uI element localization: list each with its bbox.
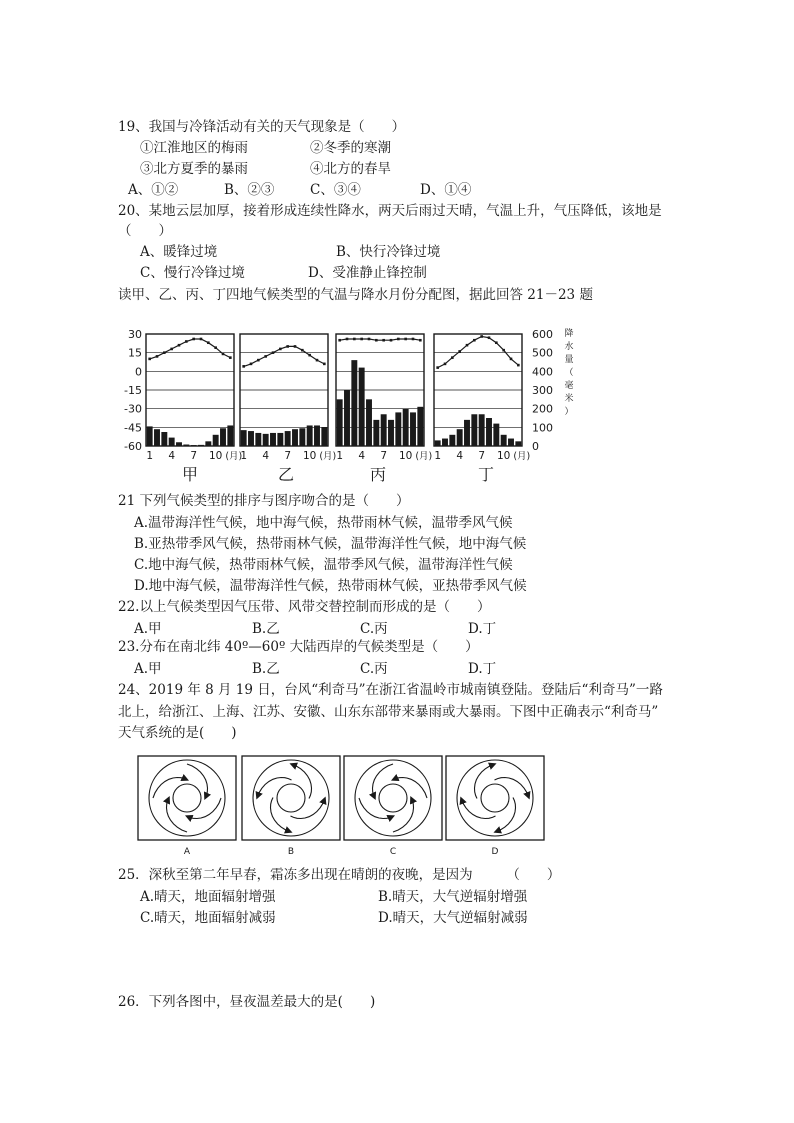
temperature-point [207, 341, 210, 344]
precipitation-axis-title-char: 水 [564, 342, 574, 352]
q22-stem: 22.以上气候类型因气压带、风带交替控制而形成的是（ ） [118, 599, 491, 615]
month-tick-label: 1 [240, 450, 248, 462]
precipitation-bar [501, 435, 507, 446]
q21-option-b: B.亚热带季风气候，热带雨林气候，温带海洋性气候，地中海气候 [134, 536, 527, 552]
precipitation-bar [410, 412, 416, 446]
precipitation-bar [292, 429, 298, 446]
precipitation-bar [307, 425, 313, 446]
temperature-point [294, 345, 297, 348]
climate-chart-svg [112, 322, 582, 484]
q22-answer-a: A.甲 [134, 621, 162, 637]
climate-chart-figure [112, 322, 582, 484]
precipitation-bar [169, 438, 175, 446]
q23-answer-d: D.丁 [468, 661, 497, 677]
precipitation-bar [277, 433, 283, 446]
temperature-point [353, 338, 356, 341]
precipitation-bar [176, 442, 182, 446]
q20-option-b: B、快行冷锋过境 [336, 244, 441, 260]
typhoon-diagram [138, 756, 236, 857]
temperature-tick-label: -30 [124, 402, 142, 416]
temperature-point [185, 340, 188, 343]
typhoon-diagram-label: D [491, 847, 499, 857]
precipitation-axis-title-char: 毫 [564, 381, 574, 391]
temperature-tick-label: -45 [124, 421, 142, 435]
month-unit-label: (月) [225, 451, 243, 462]
precipitation-bar [388, 420, 394, 446]
precipitation-bar [314, 425, 320, 446]
month-unit-label: (月) [513, 451, 531, 462]
temperature-point [502, 349, 505, 352]
precipitation-tick-label: 0 [532, 440, 539, 453]
typhoon-diagram-frame [344, 756, 442, 840]
temperature-point [286, 345, 289, 348]
month-tick-label: 7 [284, 450, 292, 462]
q19-option-2: ②冬季的寒潮 [310, 140, 391, 156]
precipitation-bar [359, 368, 365, 446]
typhoon-diagram [446, 756, 544, 857]
month-tick-label: 10 [208, 450, 223, 462]
temperature-point [170, 348, 173, 351]
precipitation-tick-label: 400 [532, 365, 553, 379]
precipitation-axis-title-char: （ [564, 368, 574, 378]
climate-panel [336, 334, 424, 446]
temperature-point [444, 363, 447, 366]
month-tick-label: 10 [398, 450, 413, 462]
q19-answer-b: B、②③ [224, 182, 275, 198]
q23-answer-b: B.乙 [252, 661, 280, 677]
typhoon-diagram-label: C [389, 847, 397, 857]
temperature-point [397, 338, 400, 341]
q25-option-b: B.晴天，大气逆辐射增强 [378, 889, 528, 905]
temperature-point [375, 339, 378, 342]
temperature-point [229, 356, 232, 359]
precipitation-bar [449, 435, 455, 446]
typhoon-diagrams-svg [136, 754, 550, 858]
precipitation-bar [191, 445, 197, 446]
temperature-point [323, 363, 326, 366]
temperature-point [279, 348, 282, 351]
precipitation-bar [270, 433, 276, 446]
temperature-point [510, 358, 513, 361]
temperature-point [382, 339, 385, 342]
q21-option-d: D.地中海气候，温带海洋性气候，热带雨林气候，亚热带季风气候 [134, 578, 527, 594]
q19-answer-a: A、①② [128, 182, 179, 198]
temperature-point [346, 338, 349, 341]
temperature-point [178, 344, 181, 347]
temperature-point [412, 338, 415, 341]
q22-answer-d: D.丁 [468, 621, 497, 637]
q26-stem: 26．下列各图中，昼夜温差最大的是( ) [118, 994, 376, 1010]
q20-stem: 20、某地云层加厚，接着形成连续性降水，两天后雨过天晴，气温上升，气压降低，该地是 [118, 203, 662, 219]
temperature-point [192, 338, 195, 341]
precipitation-bar [435, 440, 441, 446]
precipitation-bar [299, 428, 305, 446]
temperature-point [404, 338, 407, 341]
q20-option-d: D、受准静止锋控制 [308, 265, 427, 281]
q21-option-a: A.温带海洋性气候，地中海气候，热带雨林气候，温带季风气候 [134, 515, 513, 531]
precipitation-bar [198, 445, 204, 446]
precipitation-bar [395, 412, 401, 446]
precipitation-bar [255, 433, 261, 446]
q19-option-3: ③北方夏季的暴雨 [140, 161, 248, 177]
temperature-point [250, 363, 253, 366]
precipitation-bar [366, 399, 372, 446]
q20-stem-cont: （ ） [118, 223, 172, 239]
temperature-point [264, 355, 267, 358]
month-tick-label: 1 [434, 450, 442, 462]
precipitation-bar [417, 407, 423, 446]
temperature-point [458, 350, 461, 353]
precipitation-bar [213, 435, 219, 446]
temperature-point [308, 354, 311, 357]
month-tick-label: 10 [302, 450, 317, 462]
temperature-point [301, 349, 304, 352]
q25-option-c: C.晴天，地面辐射减弱 [140, 910, 276, 926]
q19-answer-d: D、①④ [420, 182, 472, 198]
q25-option-a: A.晴天，地面辐射增强 [140, 889, 276, 905]
precipitation-bar [263, 434, 269, 446]
temperature-point [272, 351, 275, 354]
month-tick-label: 4 [456, 450, 464, 462]
temperature-point [360, 338, 363, 341]
temperature-point [257, 359, 260, 362]
typhoon-diagram [344, 756, 442, 857]
precipitation-bar [373, 420, 379, 446]
temperature-point [473, 339, 476, 342]
temperature-point [316, 359, 319, 362]
q22-answer-c: C.丙 [360, 621, 388, 637]
temperature-point [419, 339, 422, 342]
temperature-tick-label: 15 [128, 346, 142, 360]
precipitation-bar [457, 429, 463, 446]
q25-option-d: D.晴天，大气逆辐射减弱 [378, 910, 528, 926]
typhoon-diagram-label: B [287, 847, 295, 857]
precipitation-bar [508, 439, 514, 446]
q24-line-1: 24、2019 年 8 月 19 日，台风“利奇马”在浙江省温岭市城南镇登陆。登陆后“利奇马”一路 [118, 682, 663, 698]
q24-line-3: 天气系统的是( ) [118, 725, 237, 741]
month-tick-label: 7 [478, 450, 486, 462]
temperature-point [214, 346, 217, 349]
precipitation-axis-title-char: ） [564, 407, 574, 417]
precipitation-bar [321, 427, 327, 446]
precipitation-bar [248, 431, 254, 446]
precipitation-bar [220, 428, 226, 446]
precipitation-bar [337, 399, 343, 446]
precipitation-bar [403, 409, 409, 446]
precipitation-bar [442, 439, 448, 446]
month-tick-label: 10 [496, 450, 511, 462]
climate-panel-label: 丁 [477, 465, 495, 484]
typhoon-diagram-label: A [183, 847, 191, 857]
precipitation-bar [351, 360, 357, 446]
precipitation-axis-title-char: 降 [564, 329, 574, 339]
typhoon-diagrams [136, 754, 550, 858]
climate-panel [240, 334, 328, 446]
q20-option-a: A、暖锋过境 [140, 244, 218, 260]
precipitation-bar [147, 426, 153, 446]
q23-answer-c: C.丙 [360, 661, 388, 677]
precipitation-bar [161, 432, 167, 446]
q22-answer-b: B.乙 [252, 621, 280, 637]
precipitation-bar [154, 429, 160, 446]
climate-panel-label: 乙 [277, 465, 295, 484]
precipitation-tick-label: 200 [532, 402, 553, 416]
month-tick-label: 7 [190, 450, 198, 462]
temperature-point [495, 341, 498, 344]
temperature-point [368, 338, 371, 341]
typhoon-diagram [242, 756, 340, 857]
q19-option-1: ①江淮地区的梅雨 [140, 140, 248, 156]
month-tick-label: 4 [358, 450, 366, 462]
temperature-tick-label: -60 [124, 440, 142, 453]
precipitation-bar [486, 418, 492, 446]
precipitation-bar [493, 424, 499, 446]
temperature-point [200, 338, 203, 341]
typhoon-diagram-frame [446, 756, 544, 840]
q21-option-c: C.地中海气候，热带雨林气候，温带季风气候，温带海洋性气候 [134, 557, 513, 573]
precipitation-bar [344, 390, 350, 446]
precipitation-bar [183, 445, 189, 446]
temperature-point [222, 353, 225, 356]
climate-panel [434, 334, 522, 446]
month-unit-label: (月) [319, 451, 337, 462]
precipitation-bar [227, 425, 233, 446]
temperature-point [163, 351, 166, 354]
precipitation-bar [241, 430, 247, 446]
temperature-point [148, 358, 151, 361]
month-unit-label: (月) [415, 451, 433, 462]
q21-stem: 21 下列气候类型的排序与图序吻合的是（ ） [118, 493, 410, 509]
typhoon-diagram-frame [242, 756, 340, 840]
month-tick-label: 4 [262, 450, 270, 462]
temperature-tick-label: 0 [135, 365, 142, 379]
precipitation-bar [381, 414, 387, 446]
temperature-point [488, 336, 491, 339]
climate-panel [146, 334, 234, 446]
month-tick-label: 7 [380, 450, 388, 462]
precipitation-bar [479, 414, 485, 446]
temperature-point [390, 339, 393, 342]
q23-answer-a: A.甲 [134, 661, 162, 677]
temperature-point [156, 355, 159, 358]
typhoon-diagram-frame [138, 756, 236, 840]
temperature-point [338, 339, 341, 342]
climate-panel-label: 甲 [181, 465, 199, 484]
month-tick-label: 1 [336, 450, 344, 462]
temperature-point [242, 365, 245, 368]
climate-panel-label: 丙 [369, 465, 387, 484]
precipitation-tick-label: 500 [532, 346, 553, 360]
intro-21-23: 读甲、乙、丙、丁四地气候类型的气温与降水月份分配图，据此回答 21－23 题 [118, 287, 593, 303]
q23-stem: 23.分布在南北纬 40º—60º 大陆西岸的气候类型是（ ） [118, 639, 479, 655]
temperature-tick-label: -15 [124, 384, 142, 397]
q24-line-2: 北上，给浙江、上海、江苏、安徽、山东东部带来暴雨或大暴雨。下图中正确表示“利奇马” [118, 704, 659, 720]
precipitation-tick-label: 300 [532, 384, 553, 397]
precipitation-axis-title-char: 米 [564, 394, 574, 404]
q19-stem: 19、我国与冷锋活动有关的天气现象是（ ） [118, 119, 406, 135]
temperature-point [480, 335, 483, 338]
temperature-point [517, 364, 520, 367]
temperature-point [451, 356, 454, 359]
precipitation-bar [515, 441, 521, 446]
q25-stem: 25．深秋至第二年早春，霜冻多出现在晴朗的夜晚，是因为 （ ） [118, 867, 561, 883]
precipitation-bar [285, 431, 291, 446]
temperature-tick-label: 30 [128, 328, 142, 341]
q19-option-4: ④北方的春旱 [310, 161, 391, 177]
precipitation-bar [464, 420, 470, 446]
month-tick-label: 1 [146, 450, 154, 462]
precipitation-axis-title-char: 量 [564, 355, 574, 365]
temperature-point [436, 366, 439, 369]
precipitation-tick-label: 100 [532, 421, 553, 435]
q20-option-c: C、慢行冷锋过境 [140, 265, 245, 281]
month-tick-label: 4 [168, 450, 176, 462]
q19-answer-c: C、③④ [310, 182, 361, 198]
precipitation-bar [471, 414, 477, 446]
precipitation-bar [205, 441, 211, 446]
temperature-point [466, 344, 469, 347]
precipitation-tick-label: 600 [532, 328, 553, 341]
